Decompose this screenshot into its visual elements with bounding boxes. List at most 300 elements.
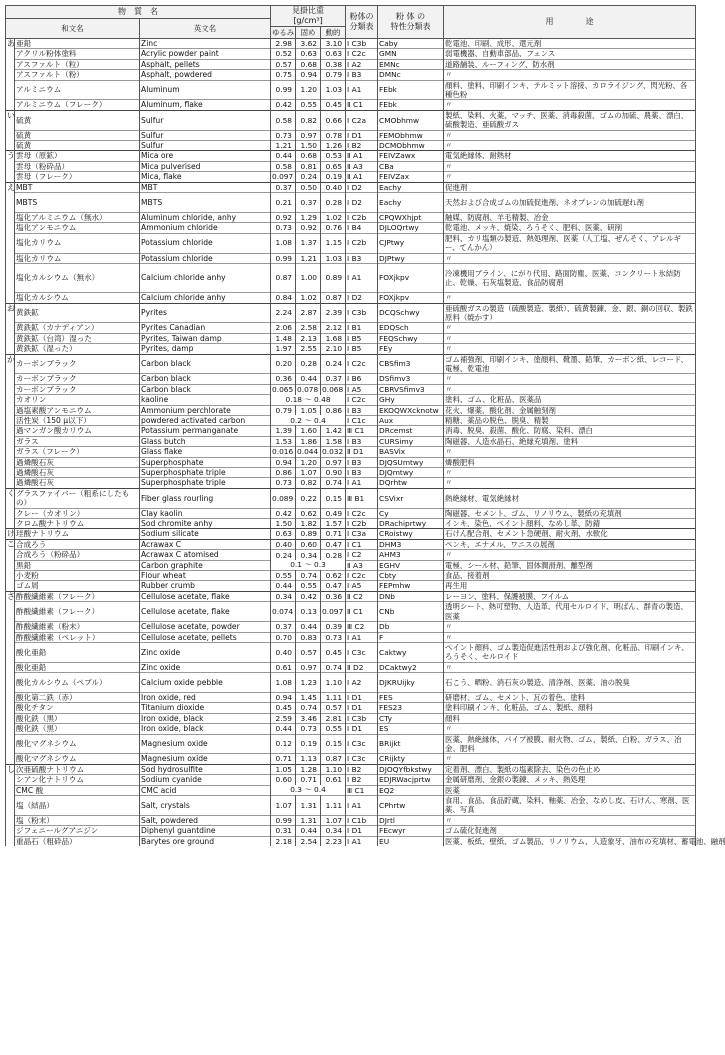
header-powder-class xyxy=(346,6,378,39)
bulk-density-packed: 0.97 xyxy=(296,662,321,672)
substance-jp-name: 硫黄 xyxy=(15,130,140,140)
substance-jp-name: 雲母（粉砕品） xyxy=(15,161,140,171)
powder-char: EU xyxy=(378,836,444,846)
use-description: 定着剤、漂白、製紙の塩素除去、染色の色止め xyxy=(444,764,696,774)
bulk-density-loose: 0.61 xyxy=(271,662,296,672)
powder-char: FEPmhw xyxy=(378,581,444,591)
bulk-density-dynamic: 0.45 xyxy=(321,100,346,110)
header-bulk-density xyxy=(271,6,346,27)
bulk-density-dynamic: 0.62 xyxy=(321,571,346,581)
substance-en-name: Sod hydrosulfite xyxy=(140,764,271,774)
powder-char: ES xyxy=(378,724,444,734)
table-row xyxy=(6,80,696,100)
header-dynamic: 動的 xyxy=(321,27,346,39)
substance-en-name: Calcium oxide pebble xyxy=(140,673,271,693)
kana-index: う xyxy=(6,151,15,182)
table-row xyxy=(6,662,696,672)
substance-en-name: Sulfur xyxy=(140,110,271,130)
substance-jp-name: 黄鉄鉱 xyxy=(15,303,140,323)
use-description: 道路舗装、ルーフィング、防水剤 xyxy=(444,59,696,69)
bulk-density-loose: 0.79 xyxy=(271,405,296,415)
substance-jp-name: クレー（カオリン） xyxy=(15,508,140,518)
bulk-density-dynamic: 0.53 xyxy=(321,151,346,161)
bulk-density-loose: 1.53 xyxy=(271,436,296,446)
powder-char: FEIVZawx xyxy=(378,151,444,161)
bulk-density-loose: 0.58 xyxy=(271,161,296,171)
powder-class: Ⅰ C2b xyxy=(346,212,378,222)
substance-jp-name: 酸化マグネシウム xyxy=(15,734,140,754)
bulk-density-packed: 1.28 xyxy=(296,764,321,774)
powder-char: CSVixr xyxy=(378,488,444,508)
table-row xyxy=(6,59,696,69)
bulk-density-dynamic: 0.73 xyxy=(321,632,346,642)
header-powder-char xyxy=(378,6,444,39)
bulk-density-packed: 0.94 xyxy=(296,70,321,80)
powder-class: Ⅰ C1b xyxy=(346,815,378,825)
use-description: 顔料、塗料、印刷インキ、テルミット溶接、カロライジング、閃光粉、各種色粉 xyxy=(444,80,696,100)
substance-jp-name: 小麦粉 xyxy=(15,571,140,581)
powder-char: Eachy xyxy=(378,182,444,192)
table-row xyxy=(6,478,696,488)
bulk-density-packed: 1.31 xyxy=(296,796,321,816)
bulk-density-dynamic: 0.36 xyxy=(321,591,346,601)
bulk-density-loose: 0.52 xyxy=(271,49,296,59)
bulk-density-loose: 0.92 xyxy=(271,212,296,222)
bulk-density-dynamic: 1.26 xyxy=(321,141,346,151)
bulk-density-dynamic: 1.42 xyxy=(321,426,346,436)
use-description: 〃 xyxy=(444,323,696,333)
powder-class: Ⅰ B6 xyxy=(346,374,378,384)
bulk-density-loose: 1.07 xyxy=(271,796,296,816)
use-description: 亜硫酸ガスの製造（硫酸製造、製紙）、硫黄製錬、金、銀、銅の回収、製鉄原料（焼かす） xyxy=(444,303,696,323)
bulk-density-dynamic: 0.068 xyxy=(321,384,346,394)
bulk-density-packed: 0.71 xyxy=(296,775,321,785)
table-row xyxy=(6,581,696,591)
powder-char: FEQSchwy xyxy=(378,333,444,343)
substance-en-name: Carbon graphite xyxy=(140,560,271,570)
bulk-density-loose: 1.39 xyxy=(271,426,296,436)
bulk-density-dynamic: 3.10 xyxy=(321,39,346,49)
powder-class: Ⅰ A1 xyxy=(346,263,378,292)
substance-en-name: Glass butch xyxy=(140,436,271,446)
powder-char: FEIVZax xyxy=(378,172,444,182)
powder-class: Ⅰ C2c xyxy=(346,49,378,59)
use-description: ゴム補強剤、印刷インキ、塗顔料、靴墨、鉛筆、カーボン紙、レコード、電極、乾電池 xyxy=(444,354,696,374)
bulk-density-packed: 1.07 xyxy=(296,468,321,478)
substance-jp-name: 雲母（原鉱） xyxy=(15,151,140,161)
substance-en-name: Aluminum xyxy=(140,80,271,100)
bulk-density-packed: 0.89 xyxy=(296,529,321,539)
substance-en-name: Superphosphate triple xyxy=(140,478,271,488)
bulk-density-loose: 1.50 xyxy=(271,519,296,529)
powder-class: Ⅰ B3 xyxy=(346,436,378,446)
substance-en-name: Potassium chloride xyxy=(140,233,271,253)
bulk-density-dynamic: 0.34 xyxy=(321,826,346,836)
table-row xyxy=(6,49,696,59)
powder-char: DCaktwy2 xyxy=(378,662,444,672)
bulk-density-dynamic: 0.74 xyxy=(321,662,346,672)
table-row xyxy=(6,151,696,161)
bulk-density-packed: 2.54 xyxy=(296,836,321,846)
bulk-density-packed: 0.68 xyxy=(296,59,321,69)
table-row xyxy=(6,764,696,774)
use-description: 〃 xyxy=(444,724,696,734)
powder-char: FES23 xyxy=(378,703,444,713)
powder-char: Db xyxy=(378,622,444,632)
bulk-density-packed: 1.86 xyxy=(296,436,321,446)
bulk-density-dynamic: 0.37 xyxy=(321,374,346,384)
table-row xyxy=(6,100,696,110)
powder-class: Ⅰ B3 xyxy=(346,468,378,478)
substance-en-name: Ammonium chloride xyxy=(140,223,271,233)
powder-class: Ⅰ B3 xyxy=(346,457,378,467)
substance-jp-name: 塩化カリウム xyxy=(15,253,140,263)
table-row xyxy=(6,785,696,795)
bulk-density-packed: 0.57 xyxy=(296,642,321,662)
powder-char: FEbk xyxy=(378,100,444,110)
bulk-density-packed: 0.62 xyxy=(296,508,321,518)
kana-index: さ xyxy=(6,591,15,764)
bulk-density-packed: 1.21 xyxy=(296,253,321,263)
bulk-density-dynamic: 1.57 xyxy=(321,519,346,529)
table-row xyxy=(6,508,696,518)
bulk-density-loose: 1.08 xyxy=(271,233,296,253)
substance-en-name: Aluminum chloride, anhy xyxy=(140,212,271,222)
use-description: 熱絶縁材、電気絶縁材 xyxy=(444,488,696,508)
bulk-density-packed: 0.42 xyxy=(296,591,321,601)
powder-class: Ⅰ C1 xyxy=(346,539,378,549)
powder-class: Ⅰ B4 xyxy=(346,223,378,233)
table-row xyxy=(6,796,696,816)
substance-en-name: Barytes ore ground xyxy=(140,836,271,846)
powder-char: DJQSUmtwy xyxy=(378,457,444,467)
bulk-density-packed: 0.19 xyxy=(296,734,321,754)
bulk-density-dynamic: 0.74 xyxy=(321,478,346,488)
substance-jp-name: MBT xyxy=(15,182,140,192)
powder-char: FOXjkpv xyxy=(378,293,444,303)
powder-class: Ⅰ D1 xyxy=(346,826,378,836)
powder-class: Ⅱ C2 xyxy=(346,591,378,601)
powder-char: DJPtwy xyxy=(378,253,444,263)
use-description: 食品、接着剤 xyxy=(444,571,696,581)
use-description: 精糖、薬品の脱色、脱臭、精製 xyxy=(444,415,696,425)
use-description: 乾電池、印刷、成形、還元剤 xyxy=(444,39,696,49)
bulk-density-dynamic: 0.47 xyxy=(321,539,346,549)
bulk-density-packed: 1.31 xyxy=(296,815,321,825)
bulk-density-loose: 2.24 xyxy=(271,303,296,323)
powder-char: DRachiprtwy xyxy=(378,519,444,529)
header-packed: 固め xyxy=(296,27,321,39)
powder-class: Ⅰ C3c xyxy=(346,734,378,754)
bulk-density-loose: 0.87 xyxy=(271,263,296,292)
substance-en-name: Carbon black xyxy=(140,374,271,384)
powder-char: DNb xyxy=(378,591,444,601)
use-description: 電極、シール材、鉛筆、固体潤滑剤、離型剤 xyxy=(444,560,696,570)
bulk-density-packed: 2.55 xyxy=(296,344,321,354)
substance-jp-name: 合成ろう xyxy=(15,539,140,549)
use-description: 〃 xyxy=(444,550,696,560)
bulk-density-packed: 1.05 xyxy=(296,405,321,415)
powder-char: Cy xyxy=(378,508,444,518)
bulk-density-loose: 0.097 xyxy=(271,172,296,182)
powder-char: Eachy xyxy=(378,193,444,213)
powder-char: BRijkt xyxy=(378,734,444,754)
bulk-density-loose: 0.60 xyxy=(271,775,296,785)
table-row xyxy=(6,141,696,151)
bulk-density-packed: 1.37 xyxy=(296,233,321,253)
powder-class: Ⅰ D2 xyxy=(346,293,378,303)
substance-jp-name: 珪酸ナトリウム xyxy=(15,529,140,539)
powder-class: Ⅰ C3b xyxy=(346,39,378,49)
bulk-density-loose: 0.58 xyxy=(271,110,296,130)
substance-en-name: Clay kaolin xyxy=(140,508,271,518)
powder-class: Ⅱ D1 xyxy=(346,447,378,457)
bulk-density-packed: 0.55 xyxy=(296,100,321,110)
bulk-density-dynamic: 0.55 xyxy=(321,724,346,734)
table-row xyxy=(6,344,696,354)
bulk-density-packed: 0.74 xyxy=(296,703,321,713)
table-row xyxy=(6,395,696,405)
table-row xyxy=(6,323,696,333)
table-row xyxy=(6,529,696,539)
table-row xyxy=(6,172,696,182)
substance-en-name: Calcium chloride anhy xyxy=(140,293,271,303)
bulk-density-range: 0.18 ～ 0.48 xyxy=(271,395,346,405)
table-row xyxy=(6,426,696,436)
bulk-density-dynamic: 2.12 xyxy=(321,323,346,333)
powder-char: Caby xyxy=(378,39,444,49)
bulk-density-packed: 0.22 xyxy=(296,488,321,508)
powder-char: Caktwy xyxy=(378,642,444,662)
substance-jp-name: 酸化チタン xyxy=(15,703,140,713)
header-en-name: 英文名 xyxy=(140,19,271,39)
bulk-density-loose: 0.24 xyxy=(271,550,296,560)
table-row xyxy=(6,303,696,323)
table-row xyxy=(6,354,696,374)
table-row xyxy=(6,815,696,825)
bulk-density-loose: 0.42 xyxy=(271,100,296,110)
powder-class: Ⅰ A1 xyxy=(346,836,378,846)
table-row xyxy=(6,253,696,263)
use-description: 消毒、脱臭、殺菌、酸化、防腐、染料、漂白 xyxy=(444,426,696,436)
table-row xyxy=(6,212,696,222)
powder-class: Ⅰ B2 xyxy=(346,141,378,151)
bulk-density-packed: 0.81 xyxy=(296,161,321,171)
bulk-density-loose: 0.45 xyxy=(271,703,296,713)
powder-char: EDQSch xyxy=(378,323,444,333)
powder-class: Ⅰ D2 xyxy=(346,182,378,192)
powder-class: Ⅲ B1 xyxy=(346,488,378,508)
powder-class: Ⅰ C3b xyxy=(346,713,378,723)
table-row xyxy=(6,602,696,622)
substance-jp-name: ジフェニールグアニジン xyxy=(15,826,140,836)
bulk-density-packed: 0.24 xyxy=(296,172,321,182)
bulk-density-loose: 0.99 xyxy=(271,253,296,263)
bulk-density-dynamic: 0.97 xyxy=(321,457,346,467)
substance-jp-name: 黒鉛 xyxy=(15,560,140,570)
substance-jp-name: 活性炭（150 μ以下） xyxy=(15,415,140,425)
table-row xyxy=(6,539,696,549)
use-description: 医薬、熱絶縁体、パイプ被膜、耐火物、ゴム、製紙、白粉、ガラス、冶金、肥料 xyxy=(444,734,696,754)
substance-jp-name: 酸化鉄（黒） xyxy=(15,713,140,723)
powder-char: DRcemst xyxy=(378,426,444,436)
use-description: 研磨材、ゴム、セメント、瓦の着色、塗料 xyxy=(444,692,696,702)
use-description: 陶磁器、人造水晶石、絶縁充填剤、塗料 xyxy=(444,436,696,446)
use-description: 〃 xyxy=(444,754,696,764)
powder-class: Ⅰ D2 xyxy=(346,193,378,213)
bulk-density-packed: 0.44 xyxy=(296,622,321,632)
substance-table xyxy=(5,5,725,846)
table-row xyxy=(6,182,696,192)
substance-jp-name: カーボンブラック xyxy=(15,384,140,394)
substance-en-name: Flour wheat xyxy=(140,571,271,581)
substance-jp-name: ガラス xyxy=(15,436,140,446)
powder-class: Ⅲ C2 xyxy=(346,622,378,632)
bulk-density-packed: 1.82 xyxy=(296,519,321,529)
bulk-density-loose: 0.44 xyxy=(271,151,296,161)
powder-class: Ⅱ A1 xyxy=(346,172,378,182)
substance-jp-name: 塩化カルシウム xyxy=(15,293,140,303)
table-row xyxy=(6,642,696,662)
substance-jp-name: 塩（粉末） xyxy=(15,815,140,825)
substance-jp-name: 次亜硫酸ナトリウム xyxy=(15,764,140,774)
powder-class: Ⅰ B2 xyxy=(346,775,378,785)
table-row xyxy=(6,754,696,764)
powder-class: Ⅰ B5 xyxy=(346,344,378,354)
bulk-density-loose: 0.94 xyxy=(271,692,296,702)
bulk-density-dynamic: 0.032 xyxy=(321,447,346,457)
table-row xyxy=(6,293,696,303)
powder-class: Ⅰ D1 xyxy=(346,724,378,734)
bulk-density-dynamic: 1.11 xyxy=(321,692,346,702)
table-row xyxy=(6,233,696,253)
powder-char: FEbk xyxy=(378,80,444,100)
bulk-density-loose: 0.73 xyxy=(271,130,296,140)
powder-class: Ⅱ A1 xyxy=(346,151,378,161)
substance-en-name: Zinc oxide xyxy=(140,662,271,672)
powder-char: DJKRUijky xyxy=(378,673,444,693)
powder-char: DJQmtwy xyxy=(378,468,444,478)
substance-en-name: Diphenyl guantdine xyxy=(140,826,271,836)
powder-class: Ⅰ C2c xyxy=(346,354,378,374)
use-description: 製紙、染料、火薬、マッチ、医薬、消毒殺菌、ゴムの加硫、農薬、漂白、硫酸製造、亜硫酸ガス xyxy=(444,110,696,130)
bulk-density-loose: 1.97 xyxy=(271,344,296,354)
powder-char: DQrhtw xyxy=(378,478,444,488)
powder-class: Ⅰ B3 xyxy=(346,70,378,80)
bulk-density-dynamic: 2.10 xyxy=(321,344,346,354)
bulk-density-loose: 0.40 xyxy=(271,539,296,549)
table-row xyxy=(6,223,696,233)
bulk-density-dynamic: 0.65 xyxy=(321,161,346,171)
substance-en-name: Aluminum, flake xyxy=(140,100,271,110)
substance-en-name: Asphalt, powdered xyxy=(140,70,271,80)
substance-jp-name: カーボンブラック xyxy=(15,374,140,384)
substance-en-name: Cellulose acetate, powder xyxy=(140,622,271,632)
powder-class: Ⅰ C2c xyxy=(346,395,378,405)
bulk-density-loose: 0.84 xyxy=(271,293,296,303)
powder-char: FES xyxy=(378,692,444,702)
bulk-density-packed: 0.92 xyxy=(296,223,321,233)
substance-jp-name: カオリン xyxy=(15,395,140,405)
bulk-density-dynamic: 1.02 xyxy=(321,212,346,222)
substance-jp-name: 黄鉄鉱（カナディアン） xyxy=(15,323,140,333)
powder-char: CBSfim3 xyxy=(378,354,444,374)
bulk-density-loose: 0.36 xyxy=(271,374,296,384)
substance-en-name: Iron oxide, red xyxy=(140,692,271,702)
substance-en-name: Carbon black xyxy=(140,354,271,374)
kana-index: か xyxy=(6,354,15,488)
table-row xyxy=(6,550,696,560)
substance-jp-name: 酢酸繊維素（ペレット） xyxy=(15,632,140,642)
bulk-density-packed: 0.63 xyxy=(296,49,321,59)
use-description: 〃 xyxy=(444,662,696,672)
bulk-density-loose: 2.59 xyxy=(271,713,296,723)
bulk-density-packed: 0.28 xyxy=(296,354,321,374)
use-description: 〃 xyxy=(444,478,696,488)
substance-en-name: Superphosphate xyxy=(140,457,271,467)
kana-index: お xyxy=(6,303,15,354)
substance-en-name: Zinc xyxy=(140,39,271,49)
substance-jp-name: 酢酸繊維素（フレーク） xyxy=(15,602,140,622)
bulk-density-dynamic: 1.68 xyxy=(321,333,346,343)
substance-en-name: Calcium chloride anhy xyxy=(140,263,271,292)
substance-jp-name: 黄鉄鉱（湿った） xyxy=(15,344,140,354)
bulk-density-loose: 1.05 xyxy=(271,764,296,774)
substance-en-name: powdered activated carbon xyxy=(140,415,271,425)
powder-char: DSfimv3 xyxy=(378,374,444,384)
substance-jp-name: 硫黄 xyxy=(15,141,140,151)
bulk-density-loose: 0.99 xyxy=(271,80,296,100)
powder-char: CNb xyxy=(378,602,444,622)
substance-jp-name: 硫黄 xyxy=(15,110,140,130)
table-row xyxy=(6,713,696,723)
powder-char: CJPtwy xyxy=(378,233,444,253)
substance-en-name: Carbon black xyxy=(140,384,271,394)
use-description: 〃 xyxy=(444,141,696,151)
bulk-density-dynamic: 0.89 xyxy=(321,263,346,292)
substance-jp-name: 酸化マグネシウム xyxy=(15,754,140,764)
bulk-density-dynamic: 0.61 xyxy=(321,775,346,785)
use-description: 燐酸肥料 xyxy=(444,457,696,467)
substance-en-name: Magnesium oxide xyxy=(140,734,271,754)
powder-class: Ⅰ B5 xyxy=(346,333,378,343)
powder-char: CMObhmw xyxy=(378,110,444,130)
table-row xyxy=(6,374,696,384)
bulk-density-loose: 0.55 xyxy=(271,571,296,581)
powder-class: Ⅰ A1 xyxy=(346,796,378,816)
use-description: 触媒、防腐剤、羊毛精製、冶金 xyxy=(444,212,696,222)
use-description: 〃 xyxy=(444,374,696,384)
substance-en-name: Sodium silicate xyxy=(140,529,271,539)
substance-jp-name: 黄鉄鉱（台湾）湿った xyxy=(15,333,140,343)
bulk-density-packed: 0.60 xyxy=(296,539,321,549)
use-description: 〃 xyxy=(444,253,696,263)
powder-char: CURSimy xyxy=(378,436,444,446)
powder-char: DJOQYfbkstwy xyxy=(378,764,444,774)
header-loose: ゆるみ xyxy=(272,27,295,37)
bulk-density-packed: 1.45 xyxy=(296,692,321,702)
substance-jp-name: 過燐酸石灰 xyxy=(15,468,140,478)
bulk-density-packed: 0.82 xyxy=(296,478,321,488)
table-row xyxy=(6,405,696,415)
use-description: 肥料、カリ塩類の製造、熱処理剤、医薬（人工塩、ぜんそく、アレルギー、てんかん） xyxy=(444,233,696,253)
bulk-density-packed: 0.34 xyxy=(296,550,321,560)
powder-char: AHM3 xyxy=(378,550,444,560)
bulk-density-range: 0.1 ～ 0.3 xyxy=(271,560,346,570)
powder-char: FOXjkpv xyxy=(378,263,444,292)
powder-class: Ⅰ A5 xyxy=(346,384,378,394)
table-row xyxy=(6,70,696,80)
